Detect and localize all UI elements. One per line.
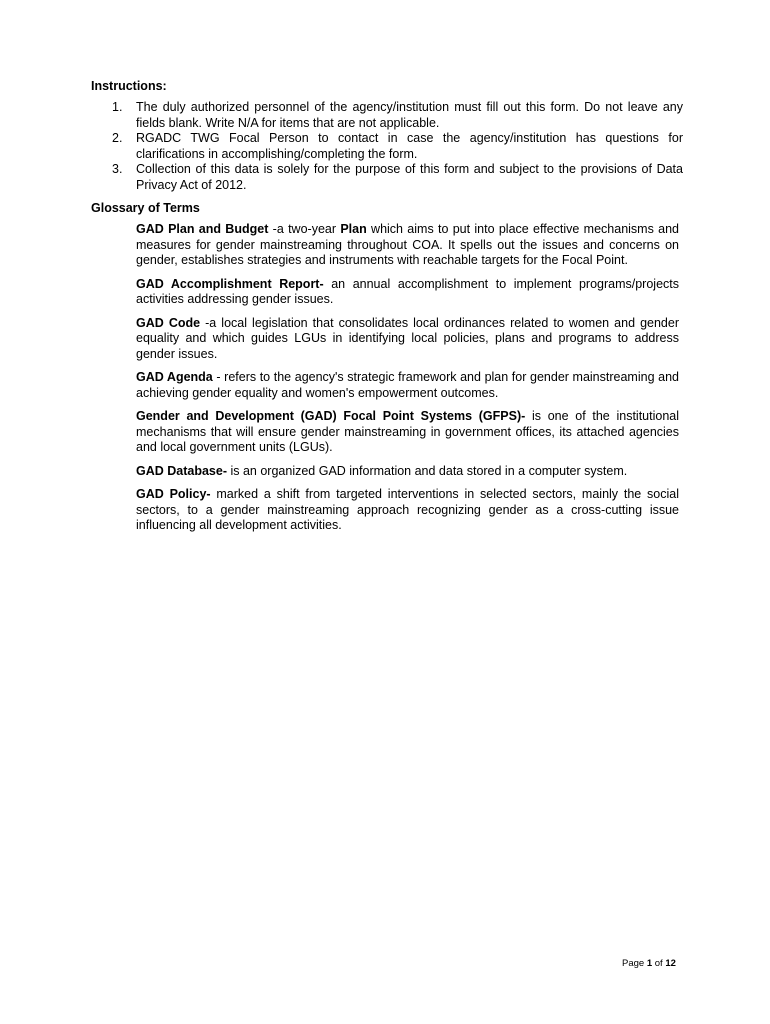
glossary-term: Gender and Development (GAD) Focal Point Systems (GFPS)- (136, 409, 526, 423)
glossary-term: GAD Code (136, 315, 201, 330)
glossary-term-emphasis: Plan (340, 222, 367, 236)
page-number-footer (622, 958, 676, 969)
glossary-term: GAD Plan and Budget (136, 222, 269, 236)
instructions-list (91, 100, 683, 193)
glossary-entry-gad-database (136, 464, 679, 480)
glossary-term: GAD Agenda (136, 370, 213, 384)
glossary-definition: is an organized GAD information and data stored in a computer system. (227, 463, 628, 478)
glossary-term: GAD Database- (136, 463, 227, 478)
glossary-entry-gad-plan-and-budget (136, 222, 679, 269)
instruction-item-2 (91, 131, 683, 162)
instruction-item-1 (91, 100, 683, 131)
glossary-definition: is one of the institutional mechanisms that will ensure gender mainstreaming in government offices, its attached agencies and local government units (LGUs). (136, 409, 679, 454)
glossary-entry-gad-policy (136, 487, 679, 534)
glossary-term: GAD Policy- (136, 487, 211, 501)
instruction-number: 2. (112, 131, 123, 145)
glossary-definition: - refers to the agency's strategic framework and plan for gender mainstreaming and achieving gender equality and women's empowerment outcomes. (136, 370, 679, 400)
instruction-number: 3. (112, 162, 123, 176)
glossary-heading: Glossary of Terms (91, 201, 200, 215)
glossary-term: GAD Accomplishment Report- (136, 276, 324, 291)
instruction-text: The duly authorized personnel of the agency/institution must fill out this form. Do not leave any fields blank. Write N/A for items that are not applicable. (136, 100, 683, 130)
page-label: Page (622, 958, 647, 969)
instruction-text: RGADC TWG Focal Person to contact in case the agency/institution has questions for clarifications in accomplishing/completing the form. (136, 131, 683, 161)
glossary-entry-gad-code (136, 316, 679, 363)
glossary-definition: which aims to put into place effective mechanisms and measures for gender mainstreaming throughout COA. It spells out the issues and concerns on gender, establishes strategies and instruments with reachable targets for the Focal Point. (136, 222, 679, 267)
instructions-heading: Instructions: (91, 79, 167, 93)
glossary-definition: -a local legislation that consolidates local ordinances related to women and gender equality and which guides LGUs in identifying local policies, plans and programs to address gender issues. (136, 315, 679, 361)
instruction-item-3 (91, 162, 683, 193)
of-label: of (652, 958, 666, 969)
instruction-number: 1. (112, 100, 123, 114)
glossary-definition: marked a shift from targeted interventions in selected sectors, mainly the social sectors, to a gender mainstreaming approach recognizing gender as a cross-cutting issue influencing all development activities. (136, 487, 679, 532)
glossary-entry-gad-accomplishment-report (136, 277, 679, 308)
total-pages: 12 (665, 958, 676, 969)
glossary-list (136, 222, 679, 542)
current-page-number: 1 (646, 958, 653, 969)
instruction-text: Collection of this data is solely for the purpose of this form and subject to the provisions of Data Privacy Act of 2012. (136, 162, 683, 192)
glossary-definition: -a two-year (268, 222, 341, 236)
glossary-entry-gfps (136, 409, 679, 456)
glossary-definition: an annual accomplishment to implement programs/projects activities addressing gender issues. (136, 276, 679, 306)
glossary-entry-gad-agenda (136, 370, 679, 401)
